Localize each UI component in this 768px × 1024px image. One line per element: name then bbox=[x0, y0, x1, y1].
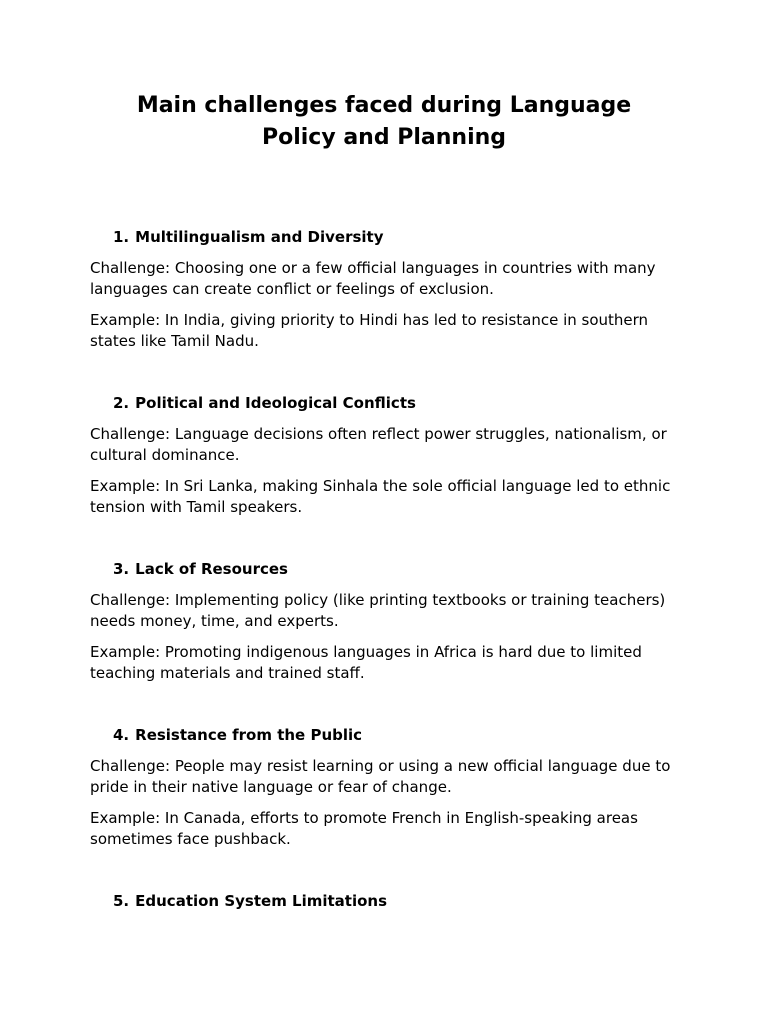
section-title: Political and Ideological Conflicts bbox=[135, 394, 416, 412]
challenge-paragraph: Challenge: Language decisions often reflect power struggles, nationalism, or cultural dominance. bbox=[90, 425, 667, 464]
section-heading bbox=[113, 559, 288, 579]
section-number: 5. bbox=[113, 892, 130, 910]
section-title: Resistance from the Public bbox=[135, 726, 363, 744]
section-number: 1. bbox=[113, 228, 130, 246]
section-heading bbox=[113, 393, 416, 413]
challenge-paragraph: Challenge: Implementing policy (like printing textbooks or training teachers) needs money, time, and experts. bbox=[90, 591, 666, 630]
section-number: 2. bbox=[113, 394, 130, 412]
section-title: Lack of Resources bbox=[135, 560, 288, 578]
example-paragraph: Example: In Canada, efforts to promote French in English-speaking areas sometimes face pushback. bbox=[90, 809, 638, 848]
section-heading bbox=[113, 227, 383, 247]
challenge-paragraph: Challenge: People may resist learning or using a new official language due to pride in their native language or fear of change. bbox=[90, 757, 671, 796]
example-paragraph: Example: In Sri Lanka, making Sinhala the sole official language led to ethnic tension with Tamil speakers. bbox=[90, 477, 671, 516]
section-title: Multilingualism and Diversity bbox=[135, 228, 384, 246]
challenge-paragraph: Challenge: Choosing one or a few official languages in countries with many languages can create conflict or feelings of exclusion. bbox=[90, 259, 656, 298]
example-paragraph: Example: In India, giving priority to Hindi has led to resistance in southern states like Tamil Nadu. bbox=[90, 311, 649, 350]
section-title: Education System Limitations bbox=[135, 892, 388, 910]
section-heading bbox=[113, 891, 387, 911]
example-paragraph: Example: Promoting indigenous languages in Africa is hard due to limited teaching materials and trained staff. bbox=[90, 643, 642, 682]
section-number: 3. bbox=[113, 560, 130, 578]
document-title: Main challenges faced during Language Policy and Planning bbox=[136, 93, 632, 150]
section-heading bbox=[113, 725, 362, 745]
section-number: 4. bbox=[113, 726, 130, 744]
